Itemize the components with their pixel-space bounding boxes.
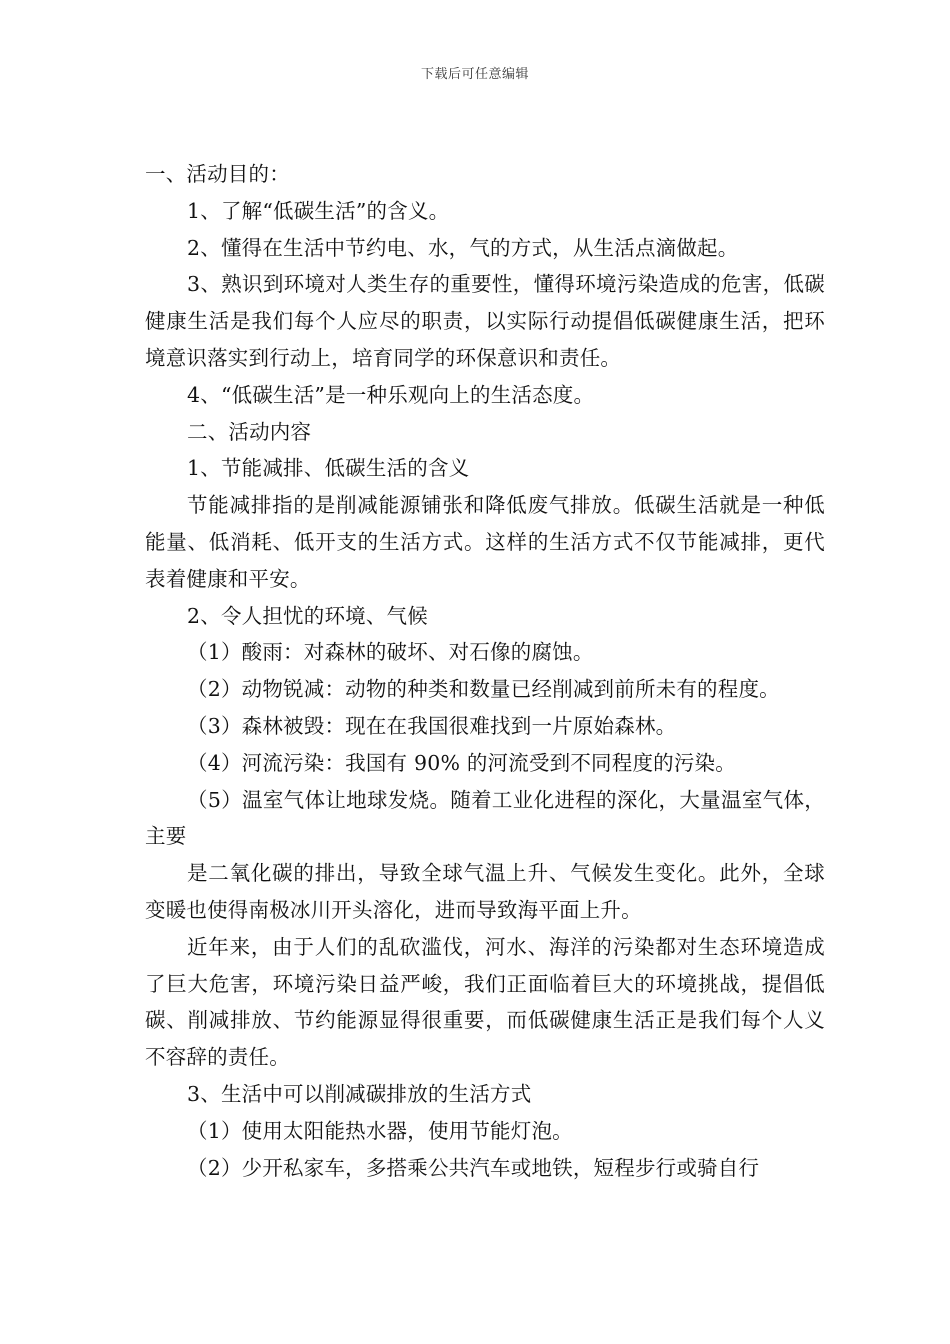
list-item: （5）温室气体让地球发烧。随着工业化进程的深化，大量温室气体，主要 — [145, 787, 825, 849]
list-item: （3）森林被毁：现在在我国很难找到一片原始森林。 — [187, 713, 677, 738]
paragraph: 近年来，由于人们的乱砍滥伐，河水、海洋的污染都对生态环境造成了巨大危害，环境污染日益严峻，我们正面临着巨大的环境挑战，提倡低碳、削减排放、节约能源显得很重要，而低碳健康生活正是我们每个人义不容辞的责任。 — [145, 934, 825, 1070]
section-heading: 二、活动内容 — [187, 419, 312, 444]
paragraph: 一、活动目的： — [145, 162, 290, 186]
paragraph: 节能减排指的是削减能源铺张和降低废气排放。低碳生活就是一种低能量、低消耗、低开支的生活方式。这样的生活方式不仅节能减排，更代表着健康和平安。 — [145, 493, 825, 591]
paragraph: 1、了解“低碳生活”的含义。 — [187, 198, 450, 223]
list-item: （1）酸雨：对森林的破坏、对石像的腐蚀。 — [187, 640, 594, 665]
list-item: （2）动物锐减：动物的种类和数量已经削减到前所未有的程度。 — [187, 677, 780, 702]
list-item: （1）使用太阳能热水器，使用节能灯泡。 — [187, 1118, 573, 1143]
paragraph: 3、熟识到环境对人类生存的重要性，懂得环境污染造成的危害，低碳健康生活是我们每个人应尽的职责，以实际行动提倡低碳健康生活，把环境意识落实到行动上，培育同学的环保意识和责任。 — [145, 272, 825, 370]
paragraph: 1、节能减排、低碳生活的含义 — [187, 456, 470, 481]
paragraph: 2、令人担忧的环境、气候 — [187, 603, 428, 628]
list-item: （2）少开私家车，多搭乘公共汽车或地铁，短程步行或骑自行 — [187, 1155, 760, 1180]
paragraph: 2、懂得在生活中节约电、水，气的方式，从生活点滴做起。 — [187, 235, 739, 260]
paragraph: 是二氧化碳的排出，导致全球气温上升、气候发生变化。此外，全球变暖也使得南极冰川开头溶化，进而导致海平面上升。 — [145, 861, 825, 922]
document-body — [145, 156, 825, 1186]
paragraph: 3、生活中可以削减碳排放的生活方式 — [187, 1081, 532, 1106]
page-header: 下载后可任意编辑 — [420, 67, 529, 82]
list-item: （4）河流污染：我国有 90% 的河流受到不同程度的污染。 — [187, 750, 736, 775]
paragraph: 4、“低碳生活”是一种乐观向上的生活态度。 — [187, 382, 595, 407]
